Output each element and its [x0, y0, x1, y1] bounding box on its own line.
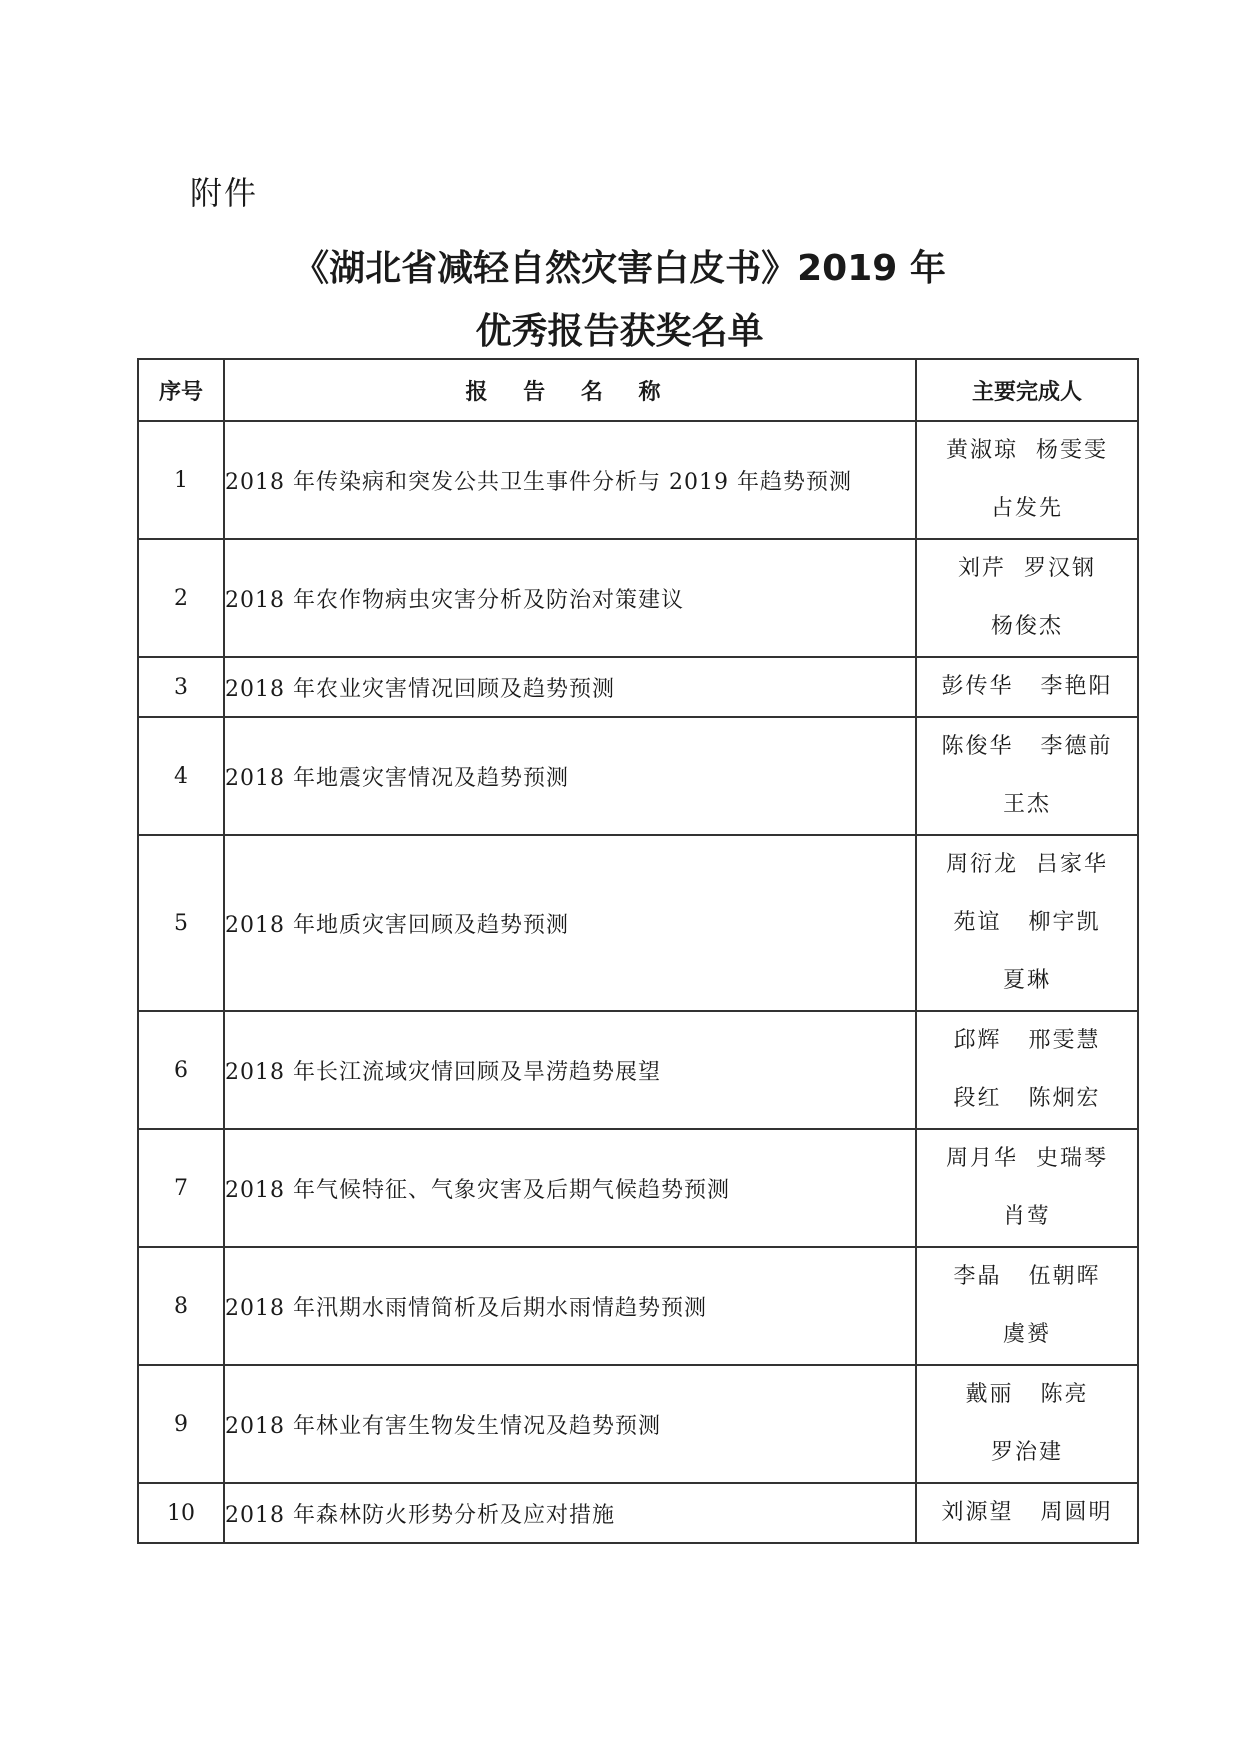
table-row	[138, 539, 1138, 657]
author-line: 戴丽 陈亮	[965, 1382, 1089, 1407]
attachment-label: 附件	[190, 174, 259, 212]
author-line: 周衍龙 吕家华	[946, 852, 1108, 877]
table-row	[138, 657, 1138, 717]
row-number: 2	[138, 539, 224, 657]
table-row	[138, 1247, 1138, 1365]
report-name: 2018 年林业有害生物发生情况及趋势预测	[224, 1365, 916, 1483]
author-line: 夏琳	[1002, 968, 1051, 993]
author-line: 黄淑琼 杨雯雯	[946, 438, 1108, 463]
authors-cell	[916, 1365, 1138, 1483]
table-row	[138, 1483, 1138, 1543]
author-line: 周月华 史瑞琴	[946, 1146, 1108, 1171]
authors-cell	[916, 1129, 1138, 1247]
author-line: 王杰	[1002, 792, 1051, 817]
row-number: 10	[138, 1483, 224, 1543]
row-number: 5	[138, 835, 224, 1011]
report-name: 2018 年长江流域灾情回顾及旱涝趋势展望	[224, 1011, 916, 1129]
author-line: 罗治建	[990, 1440, 1063, 1465]
author-line: 杨俊杰	[990, 614, 1063, 639]
author-line: 虞赟	[1002, 1322, 1051, 1347]
author-line: 苑谊 柳宇凯	[953, 910, 1101, 935]
authors-cell	[916, 657, 1138, 717]
table-row	[138, 1365, 1138, 1483]
row-number: 9	[138, 1365, 224, 1483]
row-number: 1	[138, 421, 224, 539]
author-line: 彭传华 李艳阳	[941, 674, 1113, 699]
report-name: 2018 年传染病和突发公共卫生事件分析与 2019 年趋势预测	[224, 421, 916, 539]
table-row	[138, 1129, 1138, 1247]
report-name: 2018 年气候特征、气象灾害及后期气候趋势预测	[224, 1129, 916, 1247]
report-name: 2018 年地质灾害回顾及趋势预测	[224, 835, 916, 1011]
document-title-line1: 《湖北省减轻自然灾害白皮书》2019 年	[293, 248, 946, 289]
author-line: 邱辉 邢雯慧	[953, 1028, 1101, 1053]
column-header-report-name: 报 告 名 称	[224, 359, 916, 421]
row-number: 7	[138, 1129, 224, 1247]
authors-cell	[916, 421, 1138, 539]
authors-cell	[916, 1483, 1138, 1543]
table-header-row	[138, 359, 1138, 421]
document-title-line2: 优秀报告获奖名单	[475, 311, 764, 352]
authors-cell	[916, 539, 1138, 657]
report-name: 2018 年森林防火形势分析及应对措施	[224, 1483, 916, 1543]
authors-cell	[916, 1247, 1138, 1365]
awards-table	[137, 358, 1139, 1544]
author-line: 刘芹 罗汉钢	[958, 556, 1096, 581]
report-name: 2018 年农业灾害情况回顾及趋势预测	[224, 657, 916, 717]
row-number: 4	[138, 717, 224, 835]
row-number: 6	[138, 1011, 224, 1129]
row-number: 8	[138, 1247, 224, 1365]
table-row	[138, 421, 1138, 539]
author-line: 刘源望 周圆明	[941, 1500, 1113, 1525]
report-name: 2018 年地震灾害情况及趋势预测	[224, 717, 916, 835]
authors-cell	[916, 835, 1138, 1011]
author-line: 陈俊华 李德前	[941, 734, 1113, 759]
table-row	[138, 835, 1138, 1011]
author-line: 李晶 伍朝晖	[953, 1264, 1101, 1289]
author-line: 肖莺	[1002, 1204, 1051, 1229]
column-header-number: 序号	[138, 359, 224, 421]
table-row	[138, 1011, 1138, 1129]
column-header-authors: 主要完成人	[916, 359, 1138, 421]
report-name: 2018 年农作物病虫灾害分析及防治对策建议	[224, 539, 916, 657]
row-number: 3	[138, 657, 224, 717]
authors-cell	[916, 1011, 1138, 1129]
table-row	[138, 717, 1138, 835]
report-name: 2018 年汛期水雨情简析及后期水雨情趋势预测	[224, 1247, 916, 1365]
authors-cell	[916, 717, 1138, 835]
author-line: 占发先	[990, 496, 1063, 521]
author-line: 段红 陈炯宏	[953, 1086, 1101, 1111]
